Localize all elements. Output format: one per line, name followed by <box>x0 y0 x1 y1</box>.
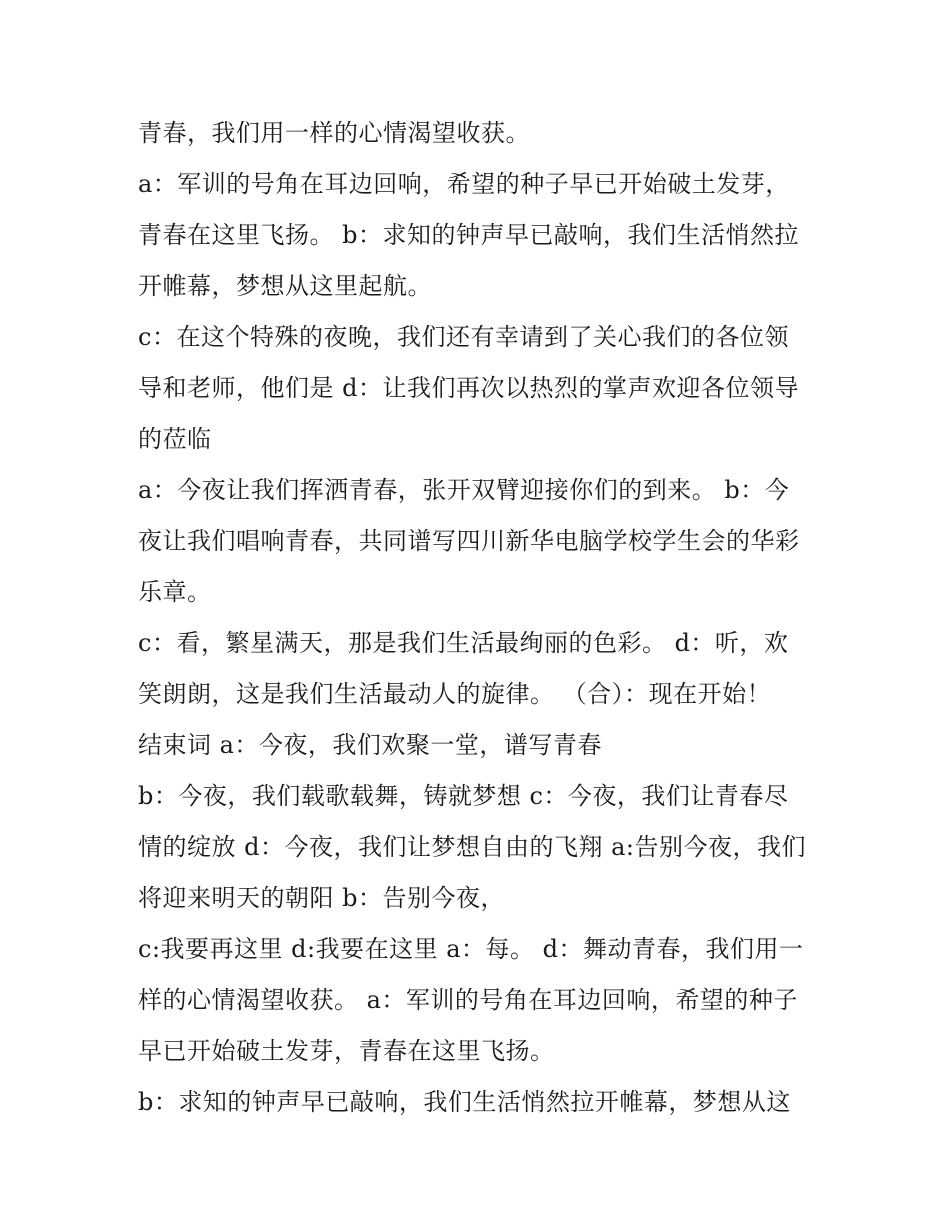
text-line: b：今夜，我们载歌载舞，铸就梦想 c：今夜，我们让青春尽 <box>138 782 789 810</box>
text-line: c:我要再这里 d:我要在这里 a：每。 d：舞动青春，我们用一 <box>138 935 804 963</box>
text-line: 青春，我们用一样的心情渴望收获。 <box>138 119 530 147</box>
text-line: 结束词 a：今夜，我们欢聚一堂，谱写青春 <box>138 731 602 759</box>
text-line: c：在这个特殊的夜晚，我们还有幸请到了关心我们的各位领 <box>138 323 789 351</box>
text-line: c：看，繁星满天，那是我们生活最绚丽的色彩。 d：听，欢 <box>138 629 789 657</box>
text-line: 情的绽放 d：今夜，我们让梦想自由的飞翔 a:告别今夜，我们 <box>138 833 807 861</box>
text-line: 早已开始破土发芽，青春在这里飞扬。 <box>138 1037 555 1065</box>
text-line: 青春在这里飞扬。 b：求知的钟声早已敲响，我们生活悄然拉 <box>138 221 799 249</box>
text-line: a：今夜让我们挥洒青春，张开双臂迎接你们的到来。 b：今 <box>138 476 790 504</box>
text-line: 乐章。 <box>138 578 212 606</box>
text-line: 开帷幕，梦想从这里起航。 <box>138 272 432 300</box>
text-line: 将迎来明天的朝阳 b：告别今夜， <box>138 884 505 912</box>
text-line: 导和老师，他们是 d：让我们再次以热烈的掌声欢迎各位领导 <box>138 374 799 402</box>
document-body-text <box>138 108 828 1128</box>
text-line: 笑朗朗，这是我们生活最动人的旋律。 （合）：现在开始！ <box>138 680 772 708</box>
text-line: 夜让我们唱响青春，共同谱写四川新华电脑学校学生会的华彩 <box>138 527 800 555</box>
text-line: 的莅临 <box>138 425 212 453</box>
text-line: a：军训的号角在耳边回响，希望的种子早已开始破土发芽， <box>138 170 790 198</box>
text-line: 样的心情渴望收获。 a：军训的号角在耳边回响，希望的种子 <box>138 986 798 1014</box>
text-line: b：求知的钟声早已敲响，我们生活悄然拉开帷幕，梦想从这 <box>138 1088 791 1116</box>
